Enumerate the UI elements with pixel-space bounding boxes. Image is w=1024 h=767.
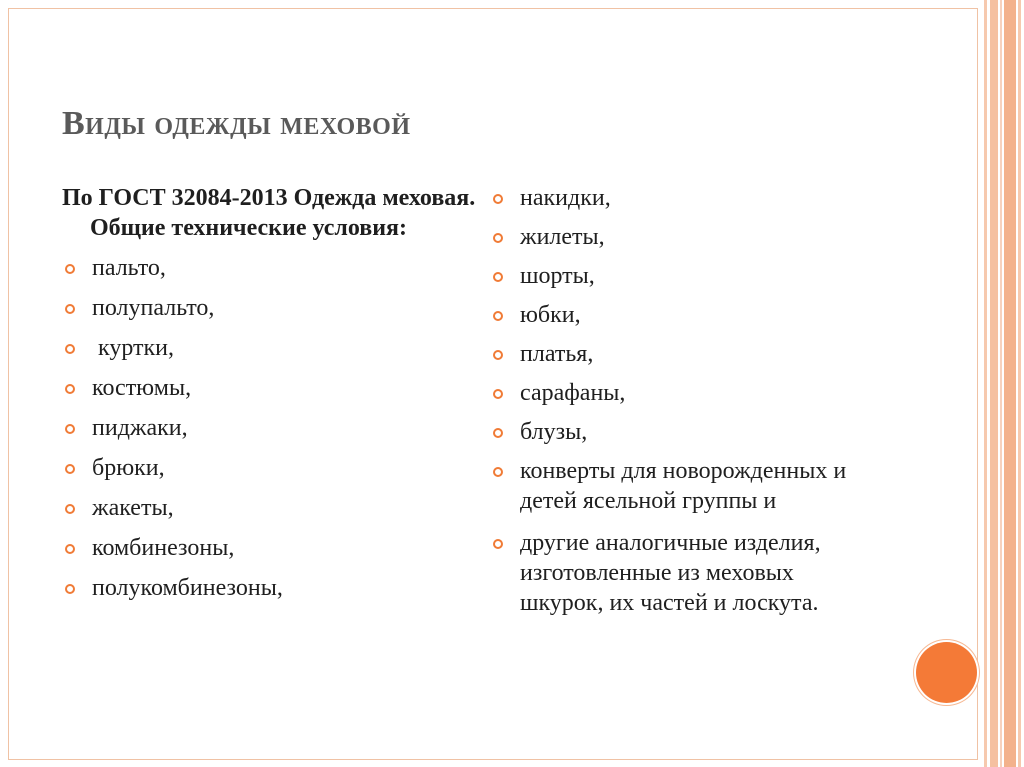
ring-bullet-icon [65, 504, 75, 514]
decor-stripe [990, 0, 998, 767]
ring-bullet-icon [493, 233, 503, 243]
list-item [490, 417, 890, 447]
ring-bullet-icon [65, 584, 75, 594]
right-list [490, 183, 890, 618]
list-item [490, 222, 890, 252]
list-item-text: пальто, [92, 255, 166, 281]
list-item [62, 333, 492, 363]
list-item [490, 300, 890, 330]
list-item-text: шорты, [520, 263, 595, 289]
list-item-text: сарафаны, [520, 380, 626, 406]
ring-bullet-icon [65, 464, 75, 474]
list-item-text: пиджаки, [92, 415, 188, 441]
ring-bullet-icon [493, 389, 503, 399]
list-item [62, 253, 492, 283]
list-item-text: накидки, [520, 185, 611, 211]
ring-bullet-icon [493, 428, 503, 438]
decor-stripe [1018, 0, 1021, 767]
ring-bullet-icon [493, 467, 503, 477]
decor-stripe [1000, 0, 1002, 767]
left-column [62, 183, 492, 613]
slide-title: Виды одежды меховой [62, 105, 411, 142]
list-item-text: брюки, [92, 455, 165, 481]
list-item-text: костюмы, [92, 375, 192, 401]
left-list [62, 253, 492, 603]
list-item-text: платья, [520, 341, 594, 367]
list-item [62, 493, 492, 523]
list-item-text: комбинезоны, [92, 535, 235, 561]
list-item [62, 413, 492, 443]
ring-bullet-icon [493, 194, 503, 204]
intro-text: По ГОСТ 32084-2013 Одежда меховая. Общие технические условия: [62, 185, 476, 241]
list-item-text: юбки, [520, 302, 581, 328]
ring-bullet-icon [493, 539, 503, 549]
decor-stripe [1004, 0, 1016, 767]
list-item-text: куртки, [92, 335, 174, 361]
list-item-text: конверты для новорожденных и детей ясельной группы и [520, 458, 847, 514]
list-item [62, 453, 492, 483]
list-item-text: жилеты, [520, 224, 605, 250]
list-item [62, 573, 492, 603]
ring-bullet-icon [65, 264, 75, 274]
list-item-text: жакеты, [92, 495, 174, 521]
list-item [62, 293, 492, 323]
ring-bullet-icon [65, 424, 75, 434]
decor-stripe [984, 0, 987, 767]
ring-bullet-icon [65, 384, 75, 394]
list-item [62, 373, 492, 403]
ring-bullet-icon [493, 311, 503, 321]
list-item [490, 261, 890, 291]
ring-bullet-icon [65, 544, 75, 554]
list-item [490, 183, 890, 213]
list-item-text: блузы, [520, 419, 588, 445]
list-item [490, 339, 890, 369]
list-item-text: полукомбинезоны, [92, 575, 283, 601]
ring-bullet-icon [493, 350, 503, 360]
list-item [62, 533, 492, 563]
ring-bullet-icon [493, 272, 503, 282]
list-item [490, 378, 890, 408]
right-column [490, 183, 890, 627]
ring-bullet-icon [65, 304, 75, 314]
list-item-text: полупальто, [92, 295, 215, 321]
orange-circle-icon [916, 642, 977, 703]
ring-bullet-icon [65, 344, 75, 354]
list-item [490, 456, 860, 516]
list-item-text: другие аналогичные изделия, изготовленные из меховых шкурок, их частей и лоскута. [520, 530, 821, 616]
list-item [490, 528, 865, 618]
